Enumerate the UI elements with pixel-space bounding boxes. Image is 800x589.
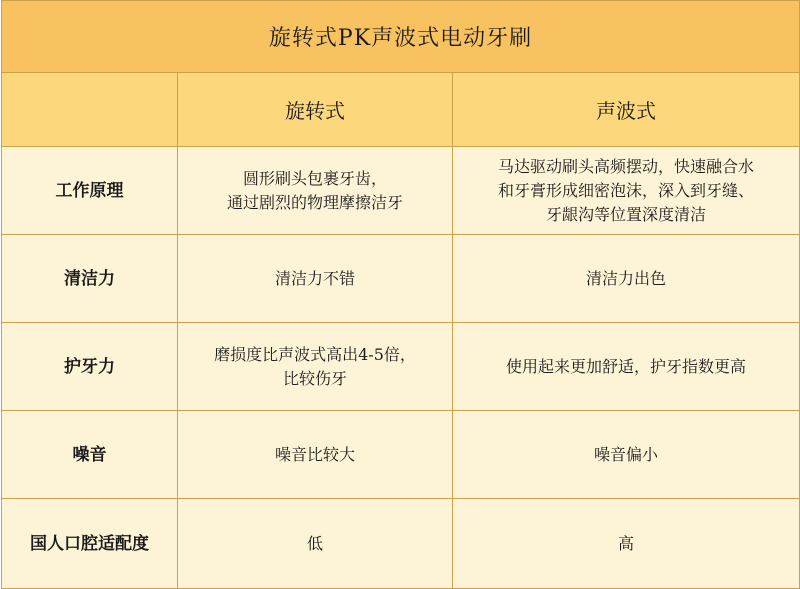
header-blank-cell: [2, 73, 178, 147]
row-label: 护牙力: [2, 323, 178, 411]
sonic-cell: [453, 235, 800, 323]
table-title: 旋转式PK声波式电动牙刷: [2, 1, 800, 73]
header-row: [2, 73, 800, 147]
table-row: [2, 323, 800, 411]
cell-text: 高: [618, 533, 635, 553]
sonic-cell: [453, 323, 800, 411]
cell-text: 圆形刷头包裹牙齿， 通过剧烈的物理摩擦洁牙: [226, 168, 403, 212]
row-label: 清洁力: [2, 235, 178, 323]
rotary-cell: [178, 411, 453, 499]
row-label: 国人口腔适配度: [2, 499, 178, 589]
cell-text: 磨损度比声波式高出4-5倍， 比较伤牙: [214, 344, 416, 388]
cell-text: 低: [306, 533, 323, 553]
table-row: [2, 499, 800, 589]
rotary-cell: [178, 323, 453, 411]
table-row: [2, 235, 800, 323]
title-row: [2, 1, 800, 73]
rotary-cell: [178, 499, 453, 589]
header-rotary: 旋转式: [178, 73, 453, 147]
header-sonic: 声波式: [453, 73, 800, 147]
cell-text: 噪音比较大: [274, 444, 355, 464]
sonic-cell: [453, 147, 800, 235]
cell-text: 清洁力不错: [274, 268, 355, 288]
cell-text: 使用起来更加舒适，护牙指数更高: [506, 356, 747, 376]
sonic-cell: [453, 499, 800, 589]
comparison-table: [1, 0, 800, 589]
row-label: 噪音: [2, 411, 178, 499]
rotary-cell: [178, 235, 453, 323]
sonic-cell: [453, 411, 800, 499]
row-label: 工作原理: [2, 147, 178, 235]
cell-text: 清洁力出色: [586, 268, 667, 288]
table-row: [2, 411, 800, 499]
rotary-cell: [178, 147, 453, 235]
cell-text: 噪音偏小: [594, 444, 659, 464]
table-row: [2, 147, 800, 235]
cell-text: 马达驱动刷头高频摆动，快速融合水 和牙膏形成细密泡沫，深入到牙缝、 牙龈沟等位置深度清洁: [498, 156, 755, 224]
